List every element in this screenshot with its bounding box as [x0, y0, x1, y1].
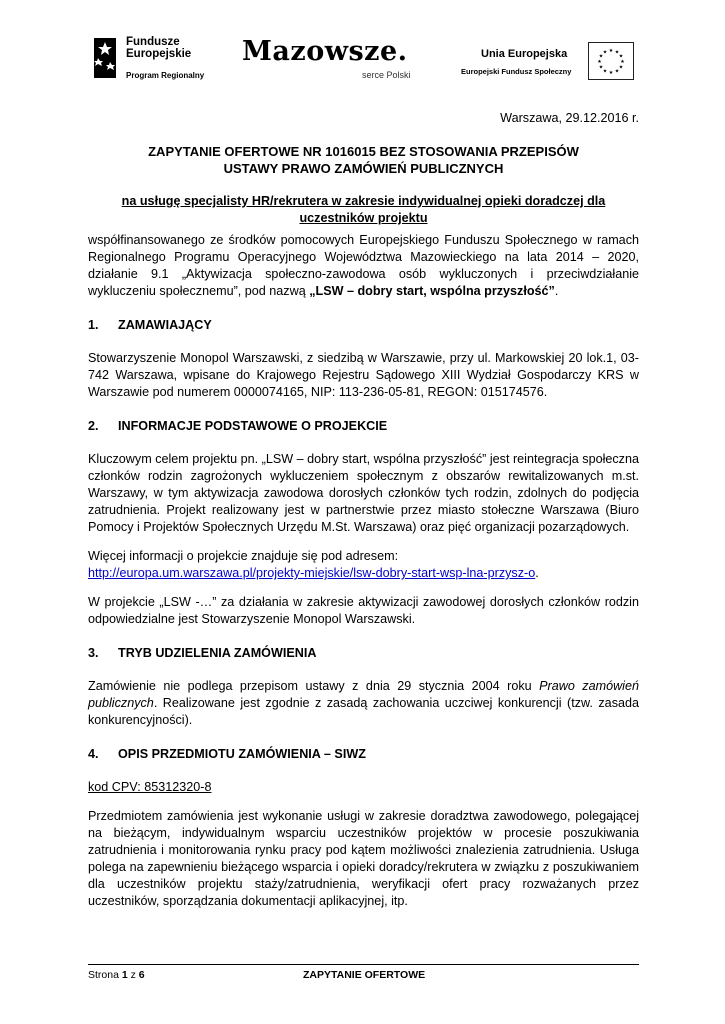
svg-text:★: ★: [597, 59, 602, 65]
fundusze-europejskie-logo: [90, 34, 215, 84]
eu-logo: [461, 42, 641, 86]
fe-line2: Europejskie: [126, 48, 192, 60]
project-link[interactable]: http://europa.um.warszawa.pl/projekty-miejskie/lsw-dobry-start-wsp-lna-przysz-o: [88, 566, 536, 580]
page-number: [88, 969, 145, 981]
section-4-text: Przedmiotem zamówienia jest wykonanie usługi w zakresie doradztwa zawodowego, polegającej na bieżącym, indywidualnym wsparciu uczestników projektów w procesie poszukiwania zatrudnienia i monitorowania rynku pracy pod kątem możliwości znalezienia zatrudnienia. Usługa polega na zapewnieniu bieżącego wsparcia i opieki doradcy/rekrutera w związku z poszukiwaniem dla uczestników projektu staży/zatrudnienia, weryfikacji ofert pracy rozważanych przez uczestników, sporządzania dokumentacji aplikacyjnej, itp.: [88, 809, 639, 908]
document-subject: na usługę specjalisty HR/rekrutera w zakresie indywidualnej opieki doradczej dla uczestników projektu: [121, 194, 606, 225]
page-label: Strona: [88, 969, 122, 981]
section-heading-2: [88, 418, 639, 435]
section-3-text: [88, 678, 639, 729]
mazowsze-tagline: serce Polski: [362, 70, 411, 80]
law-name: Prawo zamówień publicznych: [88, 679, 639, 710]
svg-text:★: ★: [620, 59, 625, 65]
section-title: OPIS PRZEDMIOTU ZAMÓWIENIA – SIWZ: [118, 747, 366, 761]
title-line-2: USTAWY PRAWO ZAMÓWIEŃ PUBLICZNYCH: [223, 161, 504, 176]
title-line-1: ZAPYTANIE OFERTOWE NR 1016015 BEZ STOSOWANIA PRZEPISÓW: [148, 144, 579, 159]
svg-text:★: ★: [602, 68, 608, 75]
section-heading-3: [88, 645, 639, 662]
section-number: 2.: [88, 419, 99, 433]
section-number: 3.: [88, 646, 99, 660]
intro-paragraph: [88, 232, 639, 300]
fe-subtitle: Program Regionalny: [126, 71, 205, 80]
page-of: z: [127, 969, 139, 981]
section-title: ZAMAWIAJĄCY: [118, 318, 212, 332]
svg-text:★: ★: [602, 49, 608, 56]
section-1-text: Stowarzyszenie Monopol Warszawski, z siedzibą w Warszawie, przy ul. Markowskiej 20 lok.1, 03-742 Warszawa, wpisane do Krajowego Rejestru Sądowego XIII Wydział Gospodarczy KRS w Warszawie pod numerem 0000074165, NIP: 113-236-05-81, REGON: 015174576.: [88, 351, 639, 399]
section-heading-4: [88, 746, 639, 763]
svg-text:★: ★: [614, 49, 620, 56]
svg-text:★: ★: [618, 64, 624, 71]
more-info-text: Więcej informacji o projekcie znajduje się pod adresem:: [88, 549, 399, 563]
project-name: „LSW – dobry start, wspólna przyszłość”: [309, 284, 555, 298]
fe-stars-icon: [90, 34, 120, 82]
fe-line1: Fundusze: [126, 36, 180, 48]
footer-doc-type: ZAPYTANIE OFERTOWE: [303, 969, 426, 981]
link-end: .: [535, 566, 539, 580]
s3-text-b: . Realizowane jest zgodnie z zasadą zachowania uczciwej konkurencji (tzw. zasada konkurencyjności).: [88, 696, 639, 727]
page-header: [0, 0, 725, 100]
section-title: INFORMACJE PODSTAWOWE O PROJEKCIE: [118, 419, 388, 433]
svg-text:★: ★: [598, 53, 604, 60]
eu-title: Unia Europejska: [481, 48, 568, 60]
page-total: 6: [138, 969, 145, 981]
document-title: [88, 143, 639, 177]
eu-subtitle: Europejski Fundusz Społeczny: [461, 67, 572, 76]
document-date: Warszawa, 29.12.2016 r.: [500, 111, 639, 125]
section-title: TRYB UDZIELENIA ZAMÓWIENIA: [118, 646, 317, 660]
section-2-text-3: W projekcie „LSW -…” za działania w zakresie aktywizacji zawodowej dorosłych członków rodzin odpowiedzialne jest Stowarzyszenie Monopol Warszawski.: [88, 595, 639, 626]
intro-text: współfinansowanego ze środków pomocowych Europejskiego Funduszu Społecznego w ramach Regionalnego Programu Operacyjnego Województwa Mazowieckiego na lata 2014 – 2020, działanie 9.1 „Aktywizacja społeczno-zawodowa osób wykluczonych i przeciwdziałanie wykluczeniu społecznemu”, pod nazwą: [88, 233, 639, 298]
svg-text:★: ★: [618, 53, 624, 60]
section-heading-1: [88, 317, 639, 334]
mazowsze-logo: [242, 36, 442, 86]
s3-text-a: Zamówienie nie podlega przepisom ustawy z dnia 29 stycznia 2004 roku: [88, 679, 540, 693]
document-body: [88, 104, 639, 910]
intro-end: .: [554, 284, 559, 298]
svg-text:★: ★: [614, 68, 620, 75]
mazowsze-wordmark: Mazowsze.: [242, 36, 408, 67]
svg-text:★: ★: [598, 64, 604, 71]
svg-text:★: ★: [608, 48, 614, 54]
page-footer: [88, 964, 639, 989]
page-current: 1: [121, 969, 128, 981]
section-number: 4.: [88, 747, 99, 761]
section-2-text-2: [88, 548, 639, 582]
section-2-text-1: Kluczowym celem projektu pn. „LSW – dobry start, wspólna przyszłość” jest reintegracja społeczna członków rodzin zagrożonych wykluczeniem społecznym z obszarów rewitalizowanych m.st. Warszawy, w tym aktywizacja zawodowa dorosłych członków tych rodzin, zdolnych do podjęcia zatrudnienia. Projekt realizowany jest w partnerstwie przez miasto stołeczne Warszawa (Biuro Pomocy i Projektów Społecznych Urzędu M.St. Warszawa) oraz pięć organizacji pozarządowych.: [88, 452, 639, 534]
section-number: 1.: [88, 318, 99, 332]
cpv-code: kod CPV: 85312320-8: [88, 780, 212, 794]
svg-text:★: ★: [608, 70, 614, 76]
eu-flag-icon: [588, 42, 634, 80]
fe-title: [126, 36, 191, 60]
